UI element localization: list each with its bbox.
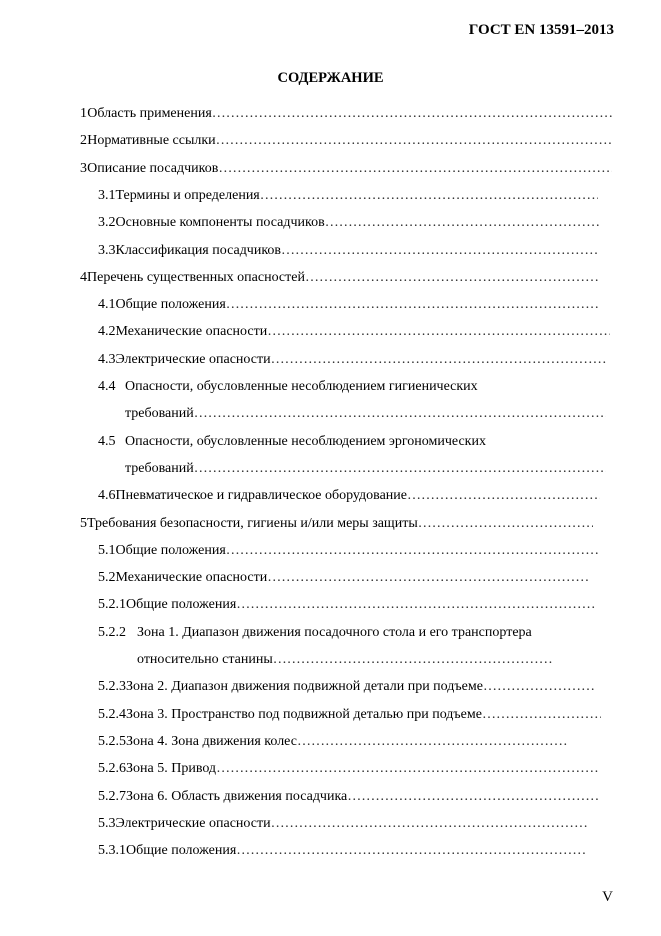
toc-entry-number: 4.5 — [98, 434, 116, 449]
toc-entry[interactable] — [98, 592, 596, 618]
toc-leader-dots — [305, 265, 600, 291]
toc-entry-text: Описание посадчиков — [87, 161, 219, 176]
toc-entry[interactable] — [80, 101, 612, 127]
toc-entry-text: Перечень существенных опасностей — [87, 270, 305, 285]
toc-leader-dots — [212, 101, 612, 127]
page-number: V — [602, 889, 613, 905]
toc-entry[interactable] — [98, 538, 598, 564]
toc-leader-dots — [226, 292, 600, 318]
toc-entry[interactable] — [98, 238, 598, 264]
toc-entry-text: Электрические опасности — [115, 816, 271, 831]
toc-entry[interactable] — [98, 674, 594, 700]
toc-entry[interactable] — [98, 347, 608, 373]
toc-entry-text: Общие положения — [126, 597, 237, 612]
toc-entry[interactable] — [80, 265, 600, 291]
toc-entry[interactable] — [98, 838, 587, 864]
toc-entry-text: Классификация посадчиков — [115, 243, 282, 258]
toc-entry-number: 3 — [80, 161, 87, 176]
toc-entry[interactable] — [98, 565, 590, 591]
toc-entry-text: Требования безопасности, гигиены и/или меры защиты — [87, 516, 418, 531]
toc-leader-dots — [482, 702, 601, 728]
toc-leader-dots — [267, 565, 590, 591]
toc-leader-dots — [267, 319, 610, 345]
toc-leader-dots — [297, 729, 567, 755]
toc-entry-text: требований — [125, 461, 194, 476]
toc-entry-text: Зона 2. Диапазон движения подвижной детали при подъеме — [126, 679, 483, 694]
toc-entry-number: 5.2.5 — [98, 734, 126, 749]
toc-leader-dots — [216, 756, 600, 782]
toc-leader-dots — [226, 538, 598, 564]
toc-entry-number: 4.6 — [98, 488, 116, 503]
toc-leader-dots — [218, 156, 612, 182]
toc-entry-number: 2 — [80, 133, 87, 148]
toc-leader-dots — [236, 838, 587, 864]
toc-entry[interactable] — [98, 483, 600, 509]
toc-entry-number: 5.2 — [98, 570, 116, 585]
toc-entry-text: Механические опасности — [115, 570, 268, 585]
toc-entry-text: Зона 1. Диапазон движения посадочного стола и его транспортера — [137, 625, 532, 640]
toc-entry-number: 5.3 — [98, 816, 116, 831]
toc-entry[interactable] — [98, 729, 567, 755]
toc-entry[interactable] — [80, 156, 612, 182]
toc-entry-text: Опасности, обусловленные несоблюдением гигиенических — [125, 379, 478, 394]
toc-entry-number: 4.1 — [98, 297, 116, 312]
toc-entry-number: 5.2.2 — [98, 625, 126, 640]
toc-entry-number: 5.2.1 — [98, 597, 126, 612]
standard-code-header: ГОСТ EN 13591–2013 — [468, 22, 614, 38]
toc-entry[interactable] — [98, 620, 612, 646]
toc-leader-dots — [194, 456, 606, 482]
toc-entry-number: 5.2.4 — [98, 707, 126, 722]
toc-entry-number: 5.2.7 — [98, 789, 126, 804]
toc-entry[interactable] — [98, 811, 588, 837]
toc-entry-number: 5.2.6 — [98, 761, 126, 776]
toc-entry[interactable] — [98, 292, 600, 318]
toc-entry-text: Зона 6. Область движения посадчика — [126, 789, 348, 804]
toc-entry-number: 5.2.3 — [98, 679, 126, 694]
toc-entry[interactable] — [80, 128, 612, 154]
toc-entry-text: требований — [125, 406, 194, 421]
toc-entry-text: Механические опасности — [115, 324, 268, 339]
toc-entry[interactable] — [98, 374, 612, 400]
toc-entry[interactable] — [98, 183, 598, 209]
toc-entry-number: 5.1 — [98, 543, 116, 558]
toc-entry-number: 4.3 — [98, 352, 116, 367]
toc-entry[interactable] — [137, 647, 552, 673]
toc-leader-dots — [271, 347, 608, 373]
toc-leader-dots — [407, 483, 600, 509]
toc-entry-number: 3.1 — [98, 188, 116, 203]
toc-leader-dots — [347, 784, 598, 810]
toc-entry-number: 4.2 — [98, 324, 116, 339]
toc-entry-number: 3.3 — [98, 243, 116, 258]
toc-leader-dots — [260, 183, 598, 209]
toc-leader-dots — [194, 401, 606, 427]
toc-entry-text: Нормативные ссылки — [87, 133, 216, 148]
toc-leader-dots — [418, 511, 593, 537]
toc-entry[interactable] — [125, 456, 606, 482]
toc-entry-number: 1 — [80, 106, 87, 121]
toc-entry-text: Общие положения — [115, 543, 226, 558]
toc-entry-text: Зона 5. Привод — [126, 761, 217, 776]
toc-entry-text: относительно станины — [137, 652, 273, 667]
toc-entry-number: 4 — [80, 270, 87, 285]
toc-entry[interactable] — [98, 210, 600, 236]
toc-entry[interactable] — [125, 401, 606, 427]
toc-leader-dots — [236, 592, 596, 618]
toc-entry[interactable] — [98, 784, 598, 810]
toc-entry-text: Основные компоненты посадчиков — [115, 215, 325, 230]
toc-title: СОДЕРЖАНИЕ — [277, 70, 384, 86]
toc-entry-text: Зона 4. Зона движения колес — [126, 734, 297, 749]
toc-entry-text: Общие положения — [126, 843, 237, 858]
toc-leader-dots — [325, 210, 600, 236]
toc-leader-dots — [271, 811, 588, 837]
toc-entry-text: Опасности, обусловленные несоблюдением эргономических — [125, 434, 486, 449]
toc-entry[interactable] — [98, 702, 601, 728]
toc-entry-text: Область применения — [87, 106, 212, 121]
toc-entry[interactable] — [98, 429, 612, 455]
toc-entry-text: Зона 3. Пространство под подвижной деталью при подъеме — [126, 707, 482, 722]
toc-entry[interactable] — [98, 319, 610, 345]
toc-leader-dots — [483, 674, 594, 700]
toc-entry[interactable] — [98, 756, 600, 782]
toc-leader-dots — [216, 128, 612, 154]
toc-entry[interactable] — [80, 511, 593, 537]
toc-leader-dots — [281, 238, 598, 264]
toc-entry-text: Общие положения — [115, 297, 226, 312]
toc-entry-number: 5 — [80, 516, 87, 531]
toc-entry-number: 4.4 — [98, 379, 116, 394]
toc-entry-text: Термины и определения — [115, 188, 260, 203]
toc-entry-number: 5.3.1 — [98, 843, 126, 858]
toc-entry-text: Пневматическое и гидравлическое оборудование — [115, 488, 407, 503]
toc-leader-dots — [273, 647, 552, 673]
toc-entry-number: 3.2 — [98, 215, 116, 230]
toc-entry-text: Электрические опасности — [115, 352, 271, 367]
